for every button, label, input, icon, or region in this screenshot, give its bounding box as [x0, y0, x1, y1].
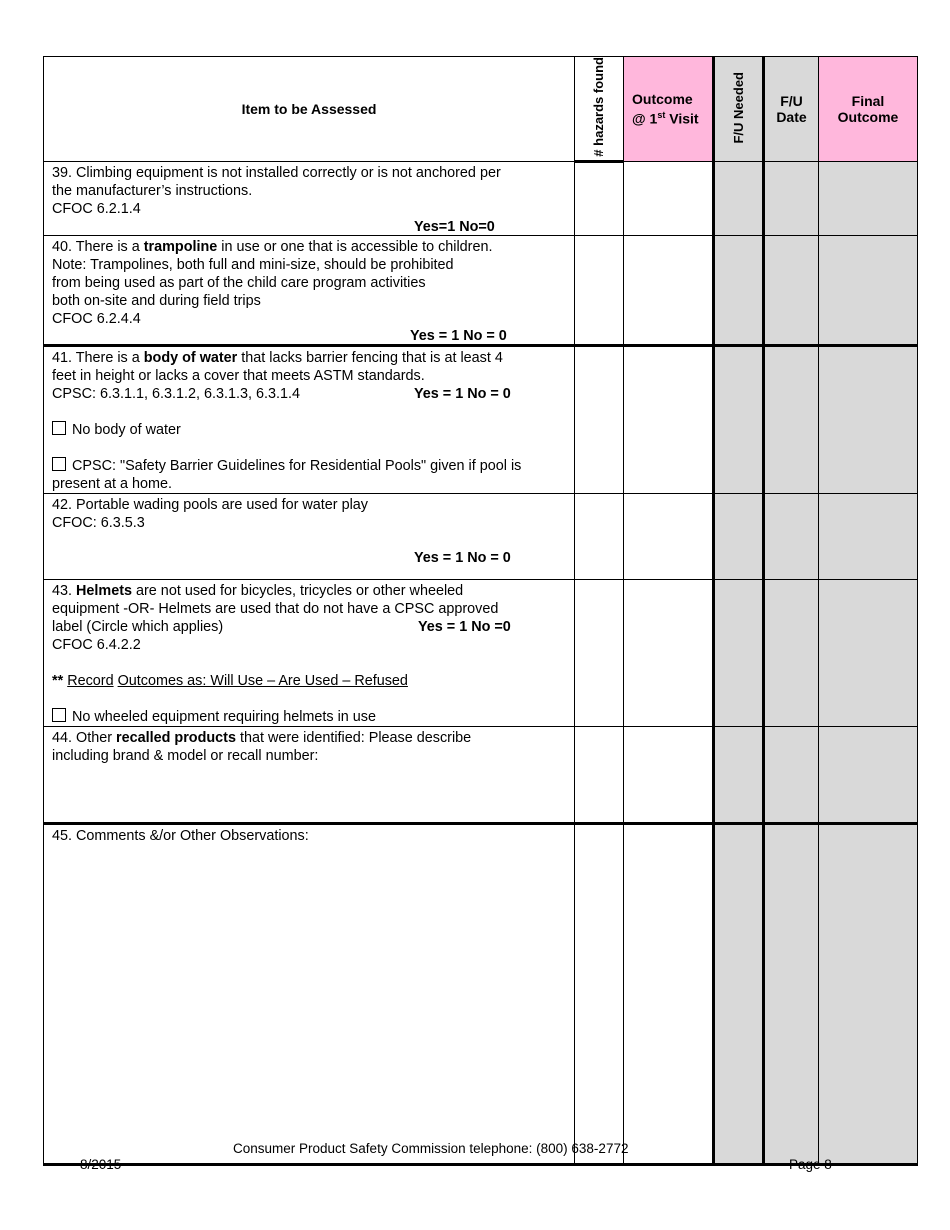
yes-no-scoring: Yes = 1 No = 0: [414, 549, 511, 566]
fu-date-cell[interactable]: [764, 235, 819, 345]
fu-needed-cell[interactable]: [714, 493, 764, 579]
outcome-cell[interactable]: [624, 726, 714, 823]
fu-date-cell[interactable]: [764, 579, 819, 726]
outcome-cell[interactable]: [624, 579, 714, 726]
hazards-cell[interactable]: [575, 235, 624, 345]
item-row-41: [44, 345, 918, 493]
fu-needed-cell[interactable]: [714, 579, 764, 726]
fu-needed-cell[interactable]: [714, 235, 764, 345]
fu-date-header: F/U Date: [764, 57, 819, 162]
fu-date-cell[interactable]: [764, 493, 819, 579]
final-outcome-cell[interactable]: [819, 345, 918, 493]
fu-date-cell[interactable]: [764, 823, 819, 1164]
item-column-header: Item to be Assessed: [44, 57, 575, 162]
outcome-cell[interactable]: [624, 235, 714, 345]
item-45-comments[interactable]: 45. Comments &/or Other Observations:: [44, 823, 575, 1164]
item-39: 39. Climbing equipment is not installed correctly or is not anchored per the manufacturer’s instructions. CFOC 6.2.1.4 Yes=1 No=0: [44, 161, 575, 235]
hazards-cell[interactable]: [575, 161, 624, 235]
yes-no-scoring: Yes = 1 No = 0: [410, 327, 507, 344]
fu-date-cell[interactable]: [764, 726, 819, 823]
final-outcome-header: Final Outcome: [819, 57, 918, 162]
item-row-40: [44, 235, 918, 345]
footer-page-number: Page 8: [789, 1157, 832, 1172]
outcome-cell[interactable]: [624, 823, 714, 1164]
final-outcome-cell[interactable]: [819, 161, 918, 235]
item-row-43: [44, 579, 918, 726]
item-row-45: [44, 823, 918, 1164]
final-outcome-cell[interactable]: [819, 493, 918, 579]
item-42: 42. Portable wading pools are used for water play CFOC: 6.3.5.3 Yes = 1 No = 0: [44, 493, 575, 579]
fu-date-cell[interactable]: [764, 345, 819, 493]
hazards-cell[interactable]: [575, 823, 624, 1164]
hazards-cell[interactable]: [575, 726, 624, 823]
fu-needed-cell[interactable]: [714, 161, 764, 235]
footer-date: 8/2015: [80, 1157, 122, 1172]
final-outcome-cell[interactable]: [819, 726, 918, 823]
outcome-cell[interactable]: [624, 493, 714, 579]
outcome-cell[interactable]: [624, 161, 714, 235]
item-43: 43. Helmets are not used for bicycles, tricycles or other wheeled equipment -OR- Helmets are used that do not have a CPSC approved label (Circle which applies) Yes = 1 No =0 CFOC 6.4.2.2 ** Record Outcomes as: Will Use – Are Used – Refused No wheeled equipment requiring helmets in use: [44, 579, 575, 726]
no-body-of-water-checkbox[interactable]: [52, 421, 66, 435]
pool-guidelines-checkbox[interactable]: [52, 457, 66, 471]
footer-phone: Consumer Product Safety Commission telephone: (800) 638-2772: [233, 1141, 629, 1156]
outcome-first-visit-header: Outcome @ 1st Visit: [624, 57, 714, 162]
yes-no-scoring: Yes = 1 No = 0: [414, 385, 511, 402]
final-outcome-cell[interactable]: [819, 823, 918, 1164]
hazards-cell[interactable]: [575, 579, 624, 726]
item-row-44: [44, 726, 918, 823]
hazards-cell[interactable]: [575, 493, 624, 579]
fu-needed-cell[interactable]: [714, 726, 764, 823]
item-44: 44. Other recalled products that were identified: Please describe including brand & model or recall number:: [44, 726, 575, 823]
final-outcome-cell[interactable]: [819, 579, 918, 726]
hazards-cell[interactable]: [575, 345, 624, 493]
hazards-column-header: # hazards found: [575, 57, 624, 162]
yes-no-scoring: Yes=1 No=0: [414, 218, 495, 235]
item-row-42: [44, 493, 918, 579]
fu-date-cell[interactable]: [764, 161, 819, 235]
fu-needed-header: F/U Needed: [714, 57, 764, 162]
assessment-table: [43, 56, 918, 1166]
item-40: 40. There is a trampoline in use or one that is accessible to children. Note: Trampolines, both full and mini-size, should be prohibited from being used as part of the child care program activities both on-site and during field trips CFOC 6.2.4.4 Yes = 1 No = 0: [44, 235, 575, 345]
outcome-cell[interactable]: [624, 345, 714, 493]
fu-needed-cell[interactable]: [714, 823, 764, 1164]
final-outcome-cell[interactable]: [819, 235, 918, 345]
item-row-39: [44, 161, 918, 235]
fu-needed-cell[interactable]: [714, 345, 764, 493]
yes-no-scoring: Yes = 1 No =0: [418, 618, 511, 635]
no-wheeled-equipment-checkbox[interactable]: [52, 708, 66, 722]
item-41: 41. There is a body of water that lacks barrier fencing that is at least 4 feet in height or lacks a cover that meets ASTM standards. CPSC: 6.3.1.1, 6.3.1.2, 6.3.1.3, 6.3.1.4 Yes = 1 No = 0 No body of water CPSC: "Safety Barrier Guidelines for Residential Pools" given if pool is present at a home.: [44, 345, 575, 493]
